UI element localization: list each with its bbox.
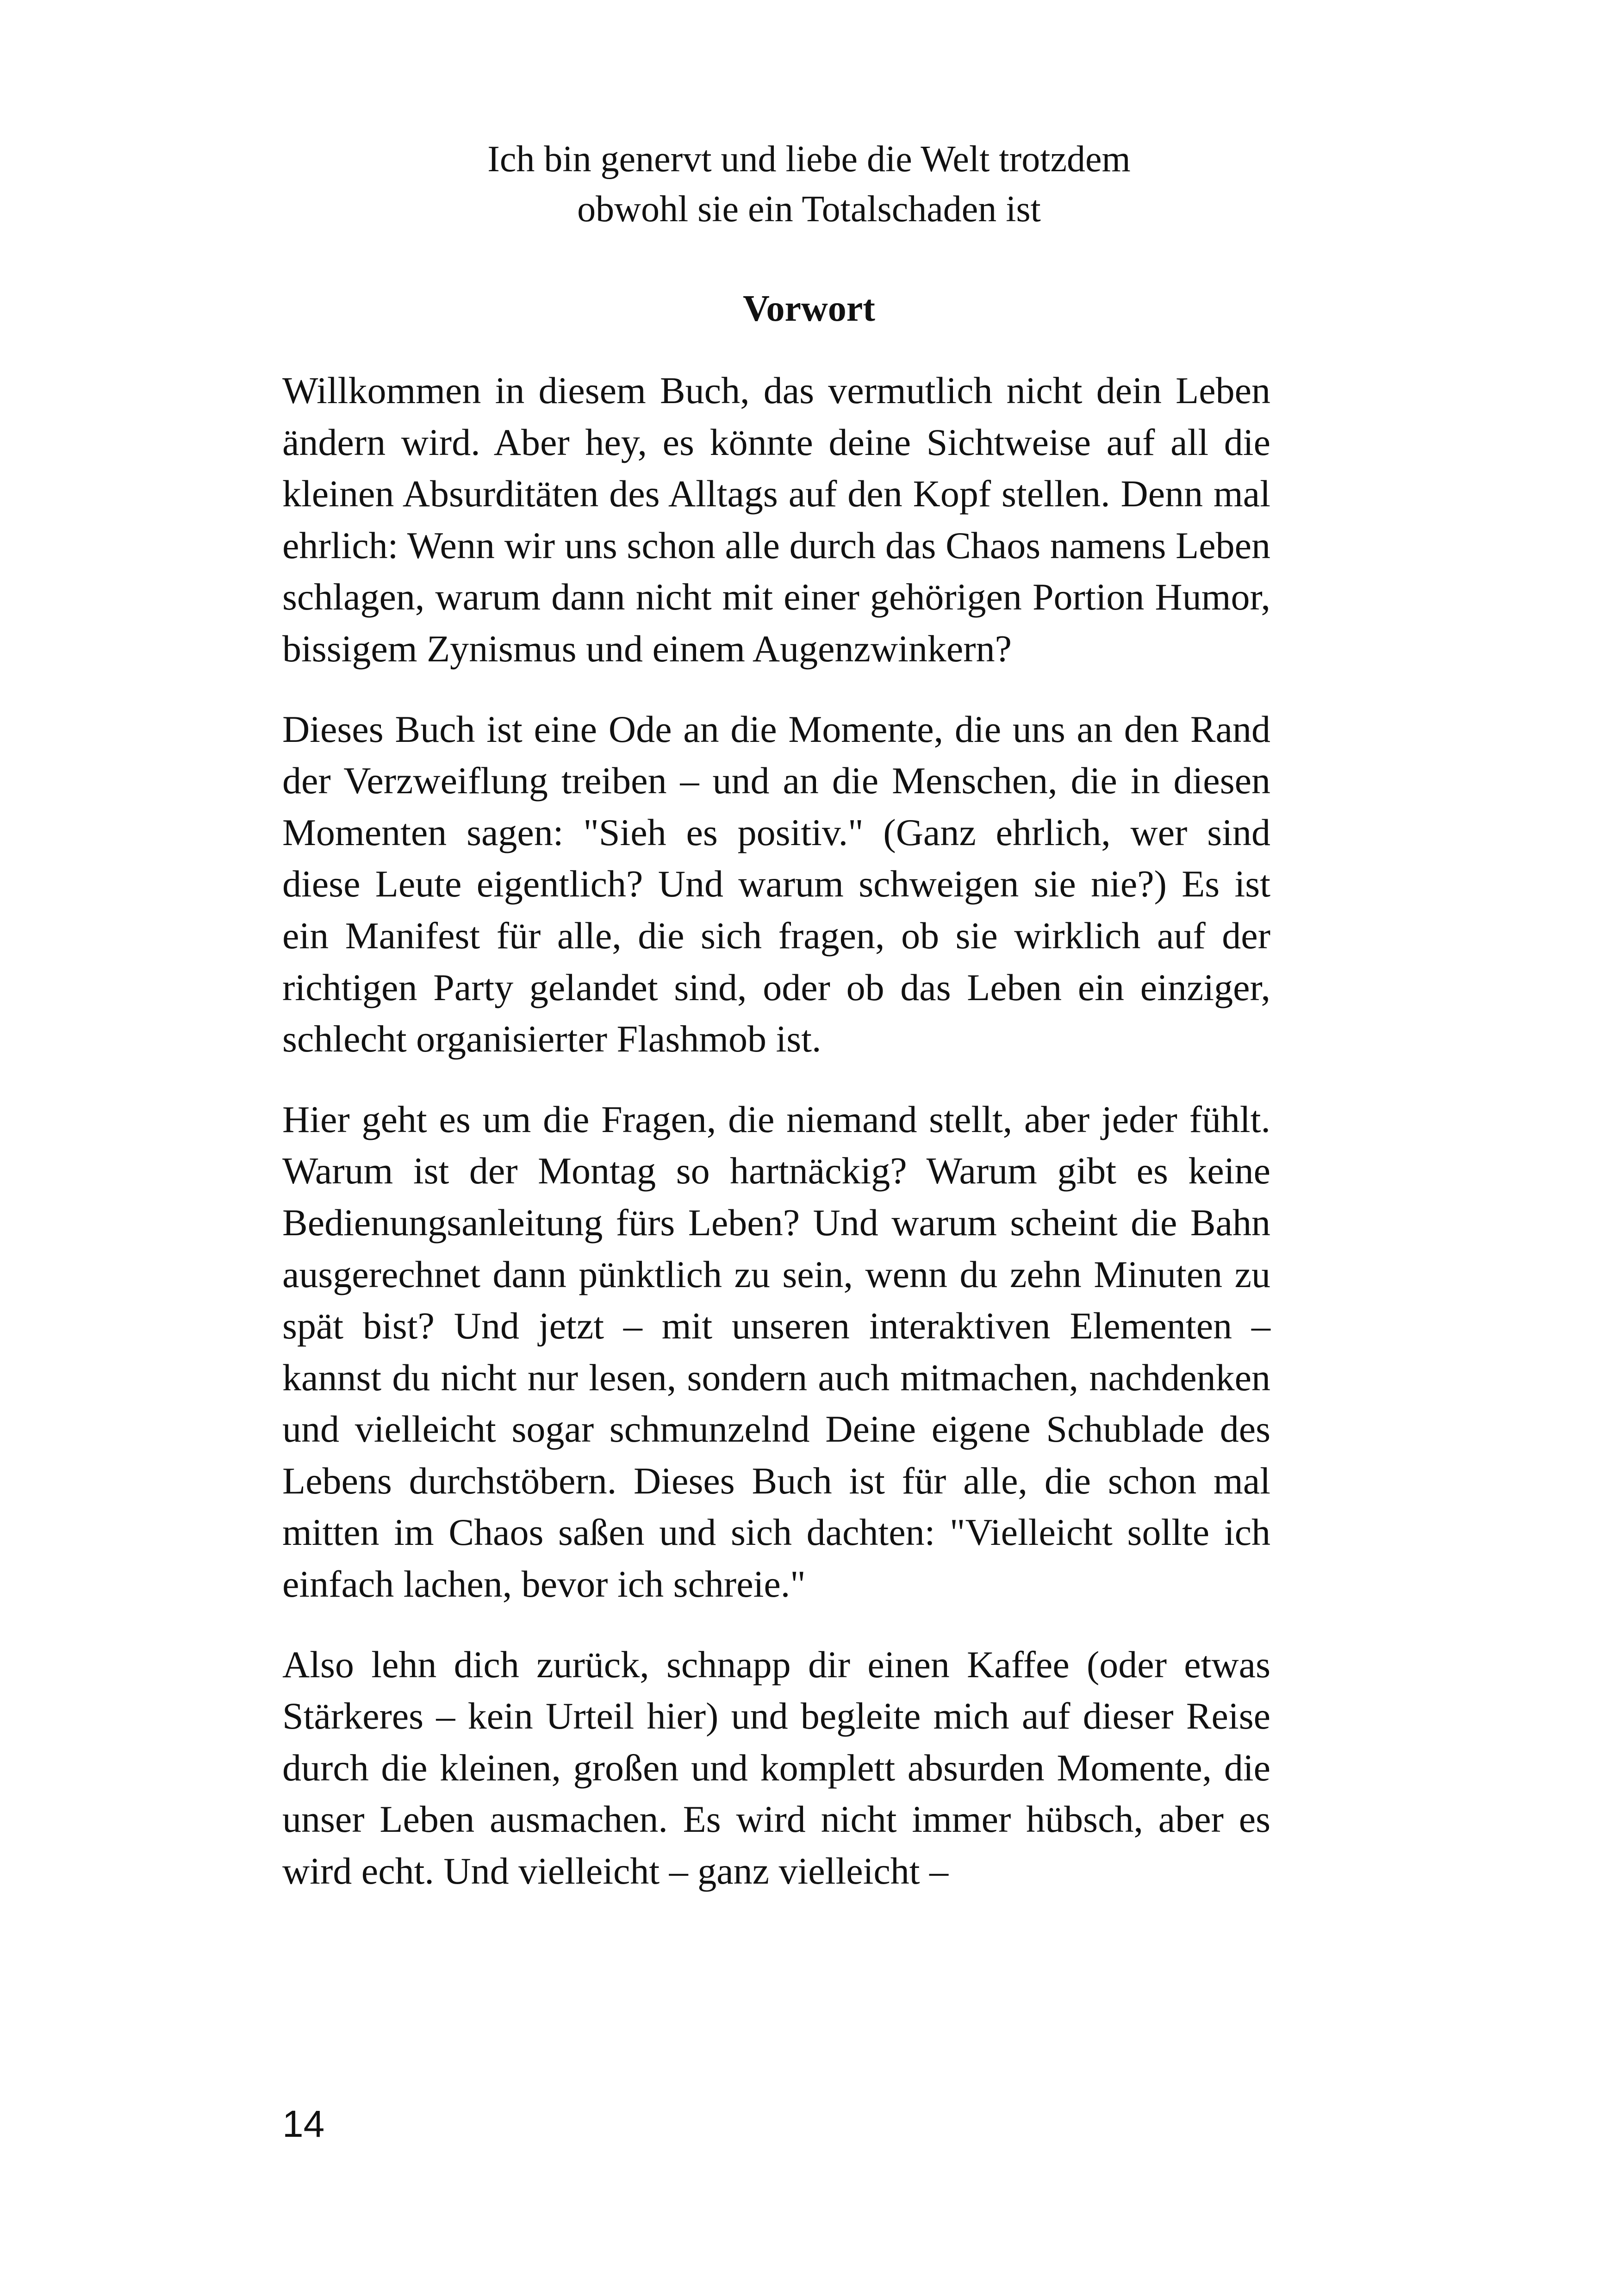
chapter-title: Vorwort — [743, 288, 875, 329]
body-text — [282, 365, 1270, 1926]
paragraph: Hier geht es um die Fragen, die niemand stellt, aber jeder fühlt. Warum ist der Montag so hartnäckig? Warum gibt es keine Bedienungsanleitung fürs Leben? Und warum scheint die Bahn ausgerechnet dann pünktlich zu sein, wenn du zehn Minuten zu spät bist? Und jetzt – mit unseren interaktiven Elementen – kannst du nicht nur lesen, sondern auch mitmachen, nachdenken und vielleicht sogar schmunzelnd Deine eigene Schublade des Lebens durchstöbern. Dieses Buch ist für alle, die schon mal mitten im Chaos saßen und sich dachten: "Vielleicht sollte ich einfach lachen, bevor ich schreie." — [282, 1098, 1270, 1605]
paragraph: Also lehn dich zurück, schnapp dir einen Kaffee (oder etwas Stärkeres – kein Urteil hier) und begleite mich auf dieser Reise durch die kleinen, großen und komplett absurden Momente, die unser Leben ausmachen. Es wird nicht immer hübsch, aber es wird echt. Und vielleicht – ganz vielleicht – — [282, 1643, 1270, 1892]
header-line-2: obwohl sie ein Totalschaden ist — [577, 189, 1041, 230]
paragraph: Dieses Buch ist eine Ode an die Momente, die uns an den Rand der Verzweiflung treiben – und an die Menschen, die in diesen Momenten sagen: "Sieh es positiv." (Ganz ehrlich, wer sind diese Leute eigentlich? Und warum schweigen sie nie?) Es ist ein Manifest für alle, die sich fragen, ob sie wirklich auf der richtigen Party gelandet sind, oder ob das Leben ein einziger, schlecht organisierter Flashmob ist. — [282, 708, 1270, 1060]
page-number: 14 — [282, 2103, 325, 2145]
header-line-1: Ich bin genervt und liebe die Welt trotzdem — [487, 139, 1131, 180]
paragraph: Willkommen in diesem Buch, das vermutlich nicht dein Leben ändern wird. Aber hey, es könnte deine Sichtweise auf all die kleinen Absurditäten des Alltags auf den Kopf stellen. Denn mal ehrlich: Wenn wir uns schon alle durch das Chaos namens Leben schlagen, warum dann nicht mit einer gehörigen Portion Humor, bissigem Zynismus und einem Augenzwinkern? — [282, 369, 1270, 670]
running-header — [0, 134, 1618, 234]
